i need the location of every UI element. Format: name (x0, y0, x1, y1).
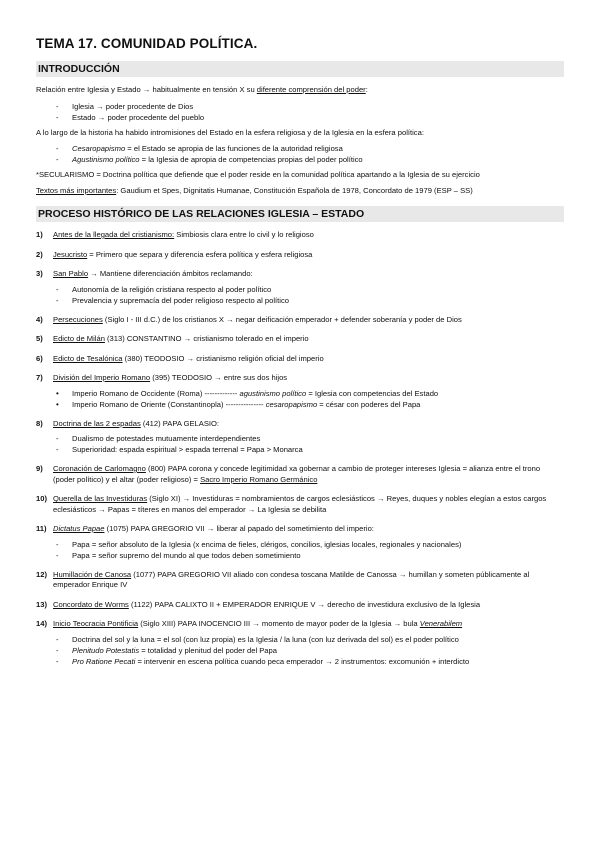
process-item-14 (36, 619, 564, 667)
item-number: 4) (36, 314, 43, 324)
list-item: - Superioridad: espada espiritual > espada terrenal = Papa > Monarca (53, 444, 564, 455)
term: cesaropapismo (265, 399, 318, 409)
list-item: - Papa = señor supremo del mundo al que todos deben sometimiento (53, 550, 564, 561)
item-number: 9) (36, 464, 43, 473)
text: = Iglesia con competencias del Estado (306, 388, 439, 398)
item-number: 3) (36, 269, 43, 278)
item-text: = Primero que separa y diferencia esfera política y esfera religiosa (87, 249, 313, 259)
bullet-list (53, 388, 564, 410)
text: = totalidad y plenitud del poder del Papa (139, 645, 277, 655)
secularismo-paragraph: *SECULARISMO = Doctrina política que defiende que el poder reside en la comunidad política apartando a la Iglesia de su ejercicio (36, 170, 480, 179)
sub-list (53, 539, 564, 561)
item-number: 14) (36, 619, 47, 628)
item-term: Doctrina de las 2 espadas (53, 418, 141, 428)
item-text: (1077) PAPA GREGORIO VII aliado con condesa toscana Matilde de Canossa → humillan y someten públicamente al emperador Enrique IV (53, 569, 530, 589)
section-heading-proceso: PROCESO HISTÓRICO DE LAS RELACIONES IGLESIA – ESTADO (36, 206, 564, 222)
list-item (53, 399, 564, 410)
text: = la Iglesia de apropia de competencias propias del poder político (139, 155, 363, 164)
process-item-9 (36, 464, 564, 485)
term: Plenitudo Potestatis (72, 645, 140, 655)
process-item-3 (36, 269, 564, 306)
item-term: Humillación de Canosa (53, 569, 132, 579)
list-item: - Iglesia → poder procedente de Dios (36, 101, 564, 112)
item-term: Venerabilem (419, 619, 463, 628)
item-term: Dictatus Papae (53, 524, 105, 533)
item-term: División del Imperio Romano (53, 373, 151, 382)
item-number: 6) (36, 353, 43, 363)
item-number: 5) (36, 334, 43, 343)
list-item (53, 656, 564, 667)
list-item (53, 388, 564, 399)
term: Pro Ratione Pecati (72, 656, 136, 666)
text: Imperio Romano de Occidente (Roma) ------------- (72, 388, 240, 398)
text: = césar con poderes del Papa (317, 399, 421, 409)
list-item: - Autonomía de la religión cristiana respecto al poder político (53, 284, 564, 295)
text: Relación entre Iglesia y Estado → habitualmente en tensión X su (36, 85, 257, 94)
list-item (36, 154, 564, 165)
term: agustinismo político (239, 388, 307, 398)
section-heading-introduccion: INTRODUCCIÓN (36, 61, 564, 77)
list-item: - Dualismo de potestades mutuamente interdependientes (53, 433, 564, 444)
term: Doctrina del sol y la luna (72, 634, 155, 644)
item-text: (800) PAPA corona y concede legitimidad xa gobernar a cambio de proteger intereses Iglesia = alianza entre el trono (poder político) y el altar (poder religioso) = (53, 464, 541, 484)
list-item (53, 634, 564, 645)
item-term: Inicio Teocracia Pontificia (53, 619, 139, 628)
intro-list-1 (36, 101, 564, 123)
process-item-6 (36, 354, 564, 365)
item-term: Persecuciones (53, 314, 103, 324)
item-text: (Siglo I - III d.C.) de los cristianos X → negar deificación emperador + defender soberanía y poder de Dios (102, 314, 462, 324)
sub-list (53, 284, 564, 306)
process-item-7 (36, 373, 564, 410)
item-text: (380) TEODOSIO → cristianismo religión oficial del imperio (122, 353, 324, 363)
item-text: (1122) PAPA CALIXTO II + EMPERADOR ENRIQUE V → derecho de investidura exclusivo de la Iglesia (128, 599, 481, 609)
page-title: TEMA 17. COMUNIDAD POLÍTICA. (36, 36, 258, 51)
item-term: Jesucristo (53, 249, 88, 259)
process-item-4 (36, 315, 564, 326)
item-number: 2) (36, 249, 43, 259)
item-text: (1075) PAPA GREGORIO VII → liberar al papado del sometimiento del imperio: (104, 524, 374, 533)
list-item (36, 143, 564, 154)
intro-paragraph-1 (36, 85, 564, 96)
item-term: Coronación de Carlomagno (53, 464, 146, 473)
list-item: - Estado → poder procedente del pueblo (36, 112, 564, 123)
text: : (365, 85, 368, 94)
process-item-5 (36, 334, 564, 345)
sub-list (53, 634, 564, 667)
item-term: San Pablo (53, 269, 89, 278)
item-text: (Siglo XI) → Investiduras = nombramientos de cargos eclesiásticos → Reyes, duques y nobles elegían a estos cargos eclesiásticos → Papas = títeres en manos del emperador → La Iglesia se debilita (53, 494, 547, 514)
list-item: - Prevalencia y supremacía del poder religioso respecto al político (53, 295, 564, 306)
item-number: 8) (36, 418, 43, 428)
item-term: Concordato de Worms (53, 599, 129, 609)
item-text: → Mantiene diferenciación ámbitos reclamando: (88, 269, 253, 278)
text: Imperio Romano de Oriente (Constantinopla) --------------- (72, 399, 266, 409)
text: = el sol (con luz propia) es la Iglesia / la luna (con luz derivada del sol) es el poder político (154, 634, 459, 644)
document-page (36, 36, 564, 676)
process-item-13 (36, 600, 564, 611)
intro-list-2 (36, 143, 564, 165)
process-item-11 (36, 524, 564, 561)
list-item (53, 645, 564, 656)
term: Agustinismo político (72, 155, 140, 164)
underlined-text: Textos más importantes (36, 185, 117, 195)
item-term: Edicto de Tesalónica (53, 353, 123, 363)
term: Cesaropapismo (72, 144, 126, 153)
item-term: Edicto de Milán (53, 334, 105, 343)
process-list (36, 230, 564, 667)
text: : Gaudium et Spes, Dignitatis Humanae, Constitución Española de 1978, Concordato de 1979 (ESP – SS) (116, 185, 473, 195)
process-item-10 (36, 494, 564, 515)
process-item-1 (36, 230, 564, 241)
item-number: 13) (36, 599, 47, 609)
underlined-text: diferente comprensión del poder (256, 85, 366, 94)
item-text: Simbiosis clara entre lo civil y lo religioso (174, 230, 314, 239)
item-number: 11) (36, 524, 47, 533)
item-number: 12) (36, 569, 47, 579)
item-number: 10) (36, 494, 47, 503)
text: = intervenir en escena política cuando peca emperador → 2 instrumentos: excomunión + interdicto (135, 656, 470, 666)
item-number: 7) (36, 373, 43, 382)
item-text: (395) TEODOSIO → entre sus dos hijos (150, 373, 288, 382)
textos-paragraph (36, 186, 564, 197)
item-number: 1) (36, 230, 43, 239)
sub-list (53, 433, 564, 455)
list-item: - Papa = señor absoluto de la Iglesia (x encima de fieles, clérigos, concilios, iglesias locales, regionales y nacionales) (53, 539, 564, 550)
intro-paragraph-2: A lo largo de la historia ha habido intromisiones del Estado en la esfera religiosa y de la Iglesia en la esfera política: (36, 127, 424, 137)
item-term: Querella de las Investiduras (53, 494, 148, 503)
item-text: (313) CONSTANTINO → cristianismo tolerado en el imperio (104, 334, 309, 343)
process-item-12 (36, 570, 564, 591)
item-term: Sacro Imperio Romano Germánico (200, 474, 318, 484)
process-item-2 (36, 250, 564, 261)
item-text: (Siglo XIII) PAPA INOCENCIO III → momento de mayor poder de la Iglesia → bula (138, 619, 420, 628)
text: = el Estado se apropia de las funciones de la autoridad religiosa (125, 144, 343, 153)
item-text: (412) PAPA GELASIO: (140, 418, 220, 428)
process-item-8 (36, 419, 564, 456)
item-term: Antes de la llegada del cristianismo: (53, 230, 175, 239)
